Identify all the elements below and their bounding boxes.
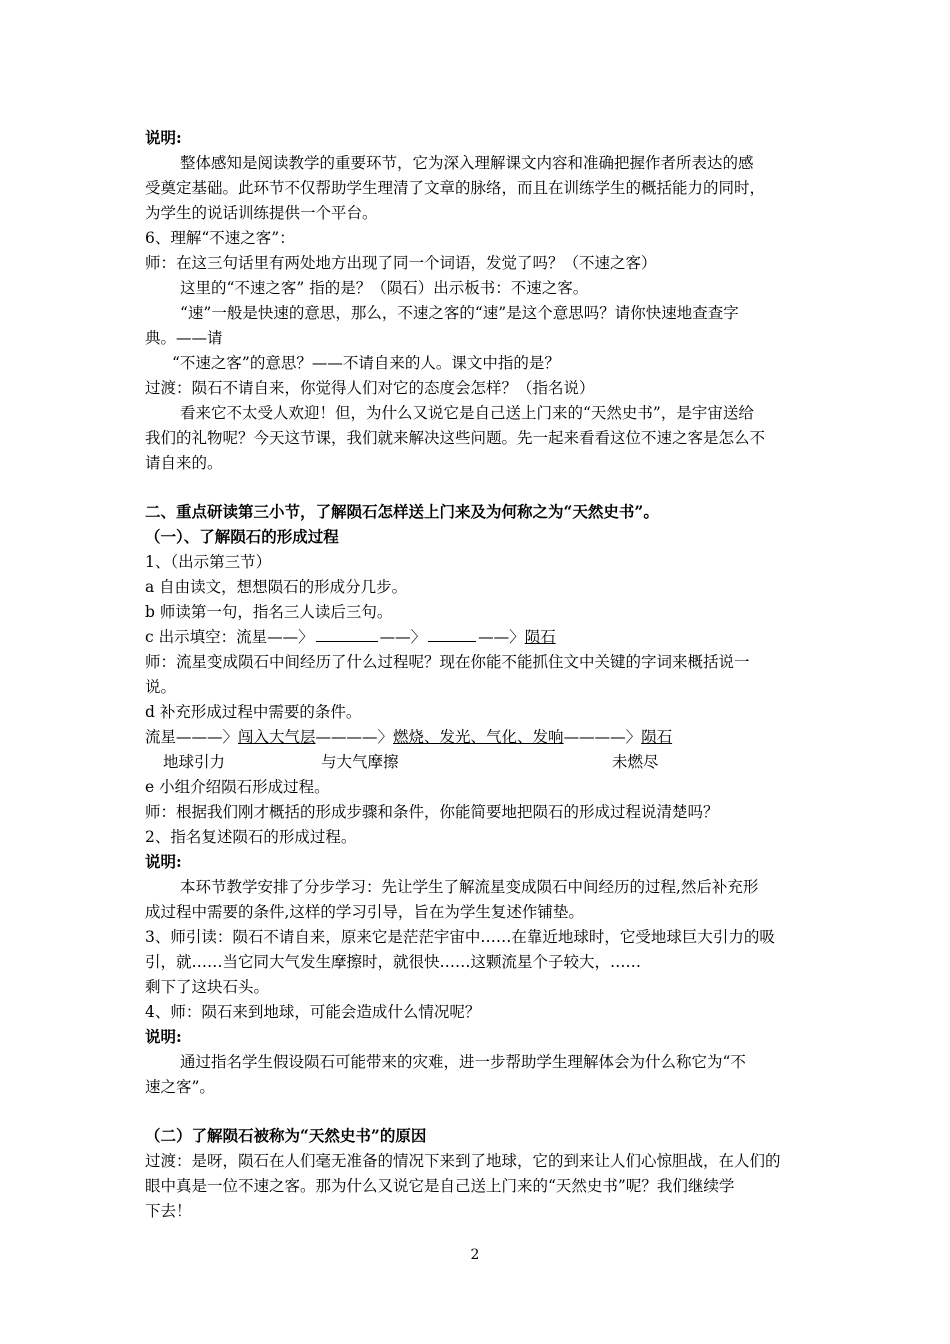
paragraph-line: 请自来的。 (145, 454, 223, 472)
page-number: 2 (470, 1247, 480, 1263)
paragraph-line: 这里的“不速之客” 指的是？（陨石）出示板书：不速之客。 (180, 279, 589, 297)
paragraph-line: 过渡：陨石不请自来，你觉得人们对它的态度会怎样？（指名说） (145, 379, 595, 397)
paragraph-line: b 师读第一句，指名三人读后三句。 (145, 603, 393, 621)
note-heading: 说明: (145, 852, 182, 871)
fill-blank-arrow: ——〉 (379, 628, 427, 646)
process-step-2: 燃烧、发光、气化、发响 (393, 728, 564, 746)
process-step-1: 闯入大气层 (238, 728, 316, 746)
process-arrow: ————〉 (563, 728, 642, 746)
paragraph-line: e 小组介绍陨石形成过程。 (145, 778, 330, 796)
blank-1 (316, 627, 378, 642)
paragraph-line: 为学生的说话训练提供一个平台。 (145, 204, 378, 222)
note-heading: 说明: (145, 128, 182, 147)
paragraph-line: “不速之客”的意思？——不请自来的人。课文中指的是？ (172, 354, 560, 372)
paragraph-line: 1、（出示第三节） (145, 553, 272, 571)
paragraph-line: a 自由读文，想想陨石的形成分几步。 (145, 578, 408, 596)
paragraph-line: 眼中真是一位不速之客。那为什么又说它是自己送上门来的“天然史书”呢？我们继续学 (145, 1177, 735, 1195)
paragraph-line: 师：在这三句话里有两处地方出现了同一个词语，发觉了吗？（不速之客） (145, 254, 657, 272)
paragraph-line: 说。 (145, 678, 177, 696)
paragraph-line: 引，就……当它同大气发生摩擦时，就很快……这颗流星个子较大，…… (145, 953, 642, 971)
condition-1: 地球引力 (163, 753, 226, 771)
condition-2: 与大气摩擦 (321, 753, 399, 771)
paragraph-line: 过渡：是呀，陨石在人们毫无准备的情况下来到了地球，它的到来让人们心惊胆战，在人们的 (145, 1152, 781, 1170)
paragraph-line: 本环节教学安排了分步学习：先让学生了解流星变成陨石中间经历的过程,然后补充形 (180, 878, 759, 896)
blank-2 (428, 627, 476, 642)
paragraph-line: 典。——请 (145, 329, 223, 347)
fill-blank-end: 陨石 (524, 628, 556, 646)
process-arrow: ————〉 (315, 728, 394, 746)
paragraph-line: 通过指名学生假设陨石可能带来的灾难，进一步帮助学生理解体会为什么称它为“不 (180, 1053, 746, 1071)
paragraph-line: 看来它不太受人欢迎！但，为什么又说它是自己送上门来的“天然史书”，是宇宙送给 (180, 404, 754, 422)
paragraph-line: 4、师：陨石来到地球，可能会造成什么情况呢？ (145, 1003, 481, 1021)
paragraph-line: “速”一般是快速的意思，那么，不速之客的“速”是这个意思吗？请你快速地查查字 (180, 304, 739, 322)
paragraph-line: 速之客”。 (145, 1078, 215, 1096)
paragraph-line: 下去！ (145, 1202, 192, 1220)
subsection-heading: （二）了解陨石被称为“天然史书”的原因 (145, 1126, 427, 1145)
paragraph-line: 受奠定基础。此环节不仅帮助学生理清了文章的脉络，而且在训练学生的概括能力的同时， (145, 179, 766, 197)
paragraph-line: 师：流星变成陨石中间经历了什么过程呢？现在你能不能抓住文中关键的字词来概括说一 (145, 653, 750, 671)
paragraph-line: d 补充形成过程中需要的条件。 (145, 703, 362, 721)
note-heading: 说明: (145, 1027, 182, 1046)
fill-blank-line (145, 627, 810, 647)
paragraph-line: 6、理解“不速之客”： (145, 229, 295, 247)
process-line (145, 727, 810, 747)
process-start: 流星———〉 (145, 728, 239, 746)
paragraph-line: 我们的礼物呢？今天这节课，我们就来解决这些问题。先一起来看看这位不速之客是怎么不 (145, 429, 766, 447)
paragraph-line: 师：根据我们刚才概括的形成步骤和条件，你能简要地把陨石的形成过程说清楚吗？ (145, 803, 719, 821)
paragraph-line: 整体感知是阅读教学的重要环节，它为深入理解课文内容和准确把握作者所表达的感 (180, 154, 754, 172)
fill-blank-prefix: c 出示填空：流星——〉 (145, 628, 314, 646)
condition-3: 未燃尽 (612, 753, 659, 771)
section-heading: 二、重点研读第三小节，了解陨石怎样送上门来及为何称之为“天然史书”。 (145, 502, 659, 521)
process-end: 陨石 (641, 728, 673, 746)
subsection-heading: （一）、了解陨石的形成过程 (145, 527, 339, 546)
paragraph-line: 2、指名复述陨石的形成过程。 (145, 828, 357, 846)
paragraph-line: 剩下了这块石头。 (145, 978, 270, 996)
paragraph-line: 成过程中需要的条件,这样的学习引导，旨在为学生复述作铺垫。 (145, 903, 584, 921)
fill-blank-arrow: ——〉 (478, 628, 525, 646)
paragraph-line: 3、师引读：陨石不请自来，原来它是茫茫宇宙中……在靠近地球时，它受地球巨大引力的吸 (145, 928, 775, 946)
